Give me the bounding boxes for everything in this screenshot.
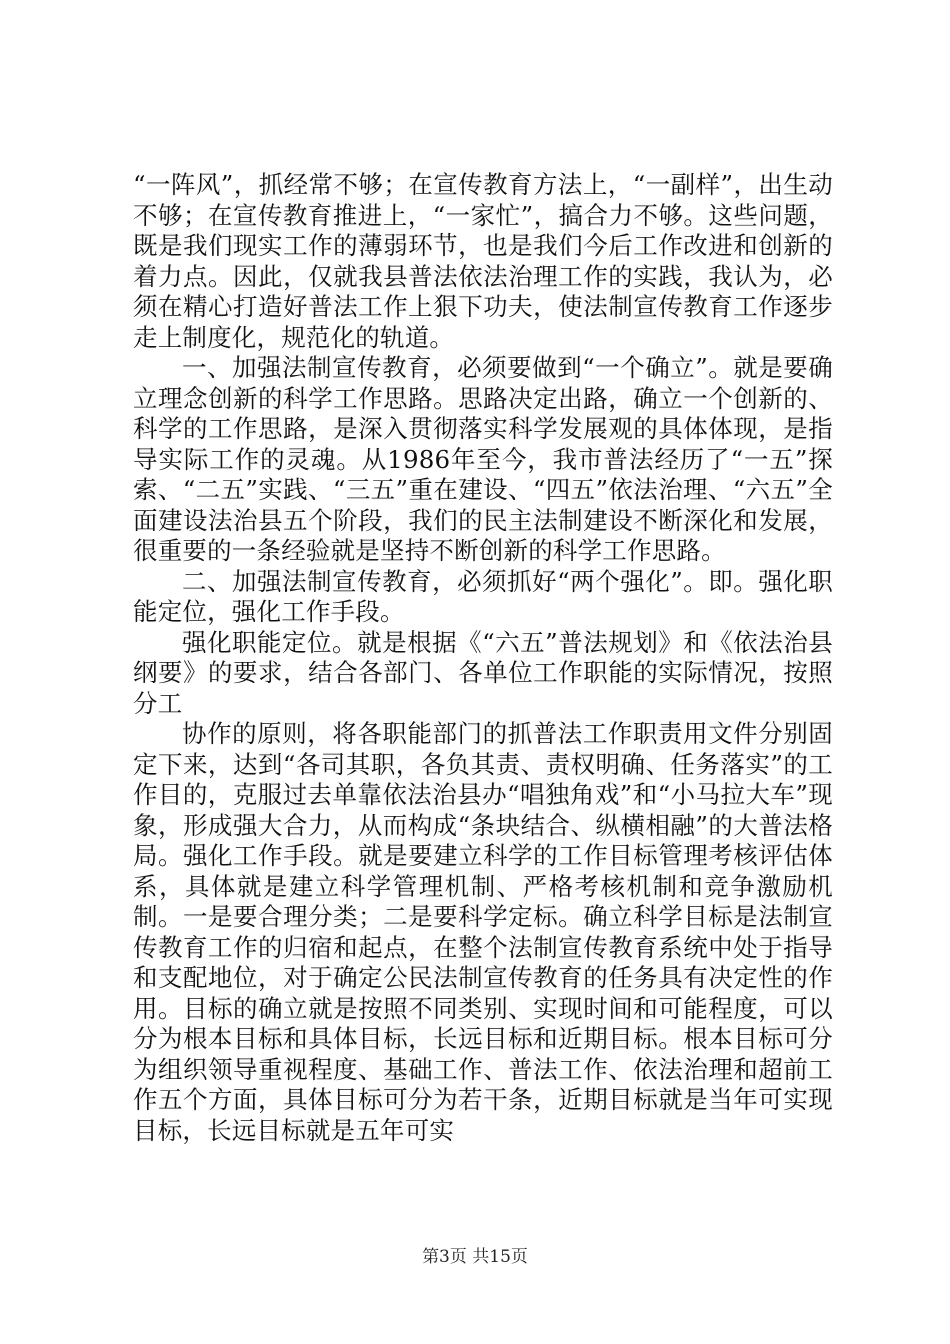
paragraph-section-two: 二、加强法制宣传教育，必须抓好“两个强化”。即。强化职能定位，强化工作手段。 [133, 566, 833, 626]
paragraph-continuation: “一阵风”，抓经常不够；在宣传教育方法上，“一副样”，出生动不够；在宣传教育推进上，“一家忙”，搞合力不够。这些问题，既是我们现实工作的薄弱环节，也是我们今后工作改进和创新的着力点。因此，仅就我县普法依法治理工作的实践，我认为，必须在精心打造好普法工作上狠下功夫，使法制宣传教育工作逐步走上制度化，规范化的轨道。 [133, 170, 833, 352]
page-number-label: 第3页 共15页 [422, 1247, 528, 1267]
paragraph-section-one: 一、加强法制宣传教育，必须要做到“一个确立”。就是要确立理念创新的科学工作思路。思路决定出路，确立一个创新的、科学的工作思路，是深入贯彻落实科学发展观的具体体现，是指导实际工作的灵魂。从1986年至今，我市普法经历了“一五”探索、“二五”实践、“三五”重在建设、“四五”依法治理、“六五”全面建设法治县五个阶段，我们的民主法制建设不断深化和发展，很重要的一条经验就是坚持不断创新的科学工作思路。 [133, 353, 833, 565]
page-footer [0, 1246, 950, 1268]
paragraph-function-positioning: 强化职能定位。就是根据《“六五”普法规划》和《依法治县纲要》的要求，结合各部门、各单位工作职能的实际情况，按照分工 [133, 627, 833, 718]
document-body [133, 170, 833, 1146]
paragraph-cooperation-principle: 协作的原则，将各职能部门的抓普法工作职责用文件分别固定下来，达到“各司其职，各负其责、责权明确、任务落实”的工作目的，克服过去单靠依法治县办“唱独角戏”和“小马拉大车”现象，形成强大合力，从而构成“条块结合、纵横相融”的大普法格局。强化工作手段。就是要建立科学的工作目标管理考核评估体系，具体就是建立科学管理机制、严格考核机制和竞争激励机制。一是要合理分类；二是要科学定标。确立科学目标是法制宣传教育工作的归宿和起点，在整个法制宣传教育系统中处于指导和支配地位，对于确定公民法制宣传教育的任务具有决定性的作用。目标的确立就是按照不同类别、实现时间和可能程度，可以分为根本目标和具体目标，长远目标和近期目标。根本目标可分为组织领导重视程度、基础工作、普法工作、依法治理和超前工作五个方面，具体目标可分为若干条，近期目标就是当年可实现目标，长远目标就是五年可实 [133, 719, 833, 1145]
